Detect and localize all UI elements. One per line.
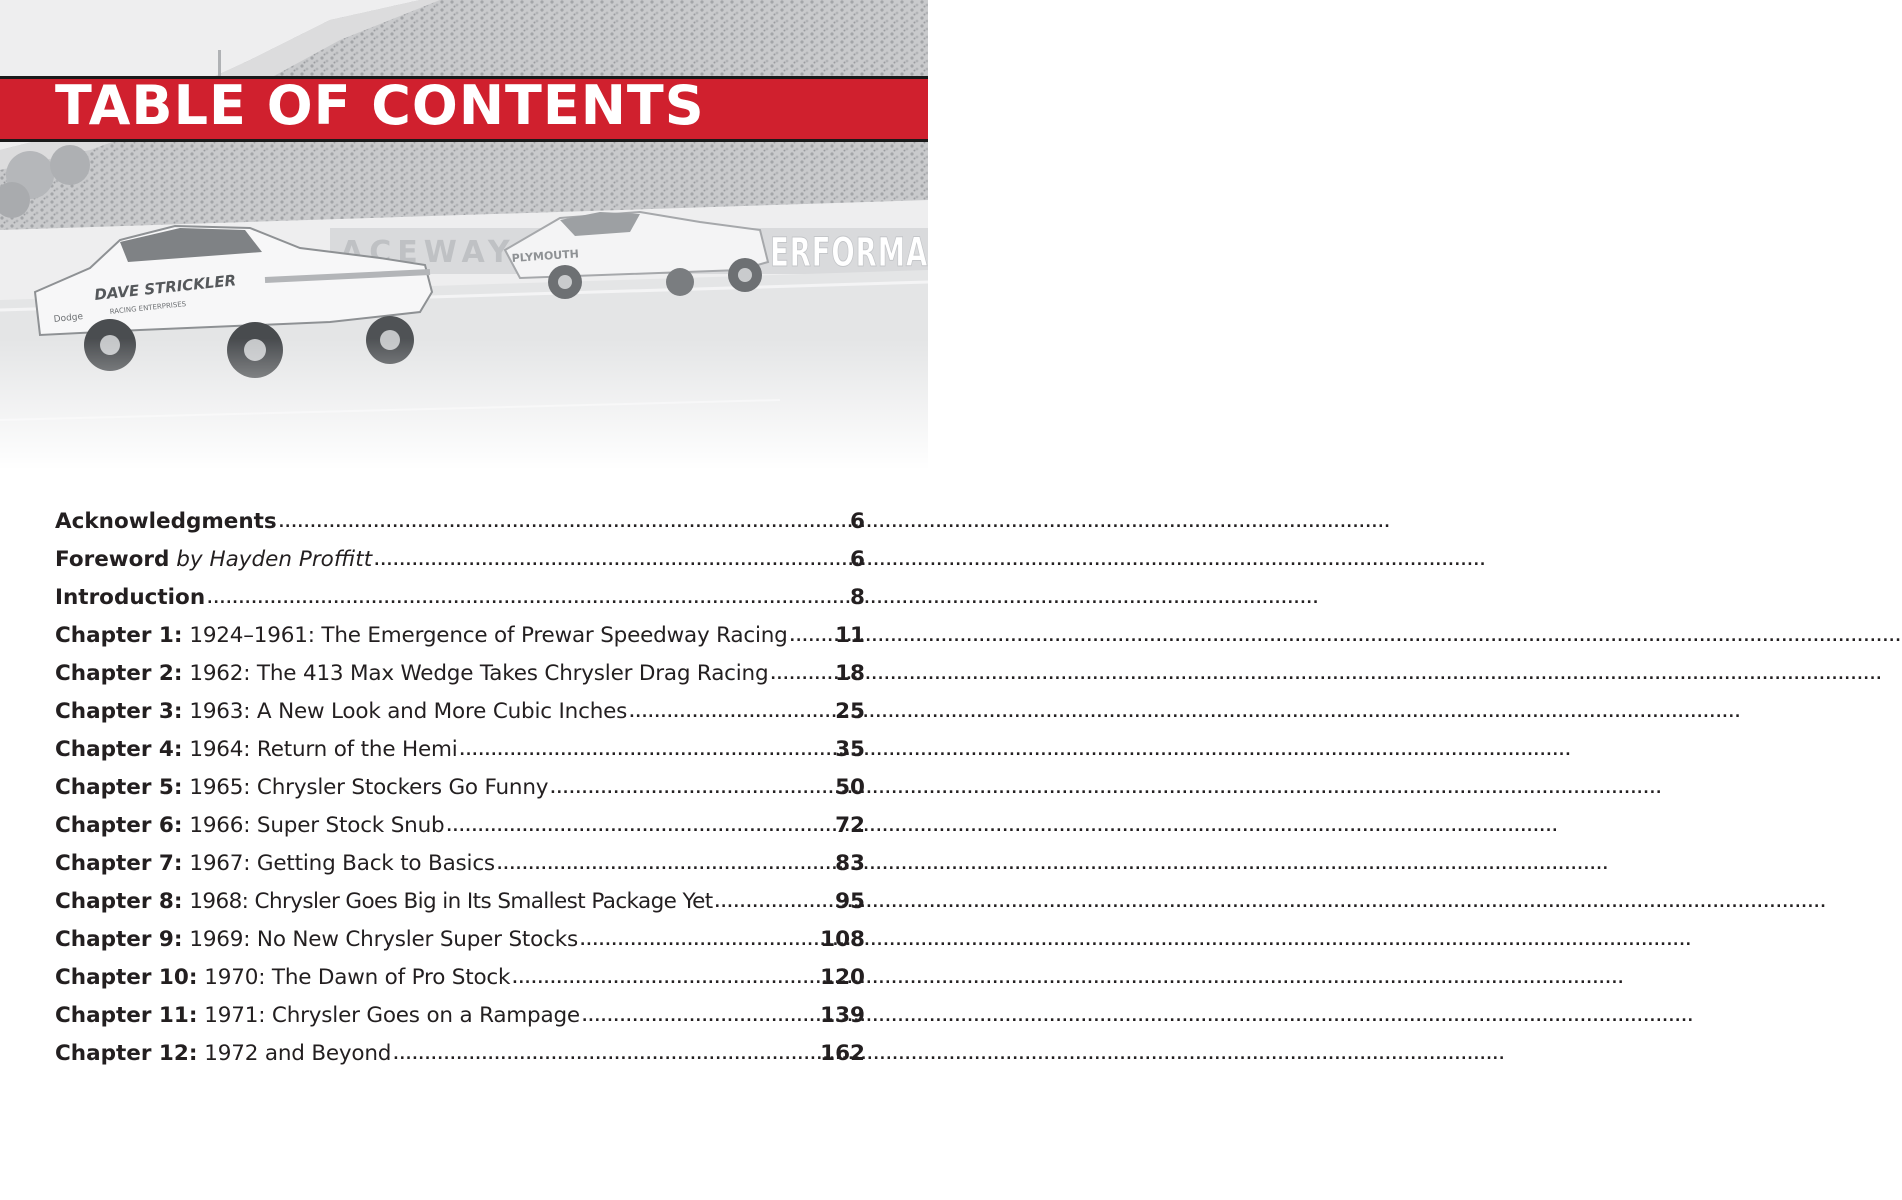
page-number: 120 <box>820 965 865 990</box>
page-number: 108 <box>820 927 865 952</box>
page-number: 72 <box>835 813 865 838</box>
page-number: 11 <box>835 623 865 648</box>
page-number: 35 <box>835 737 865 762</box>
dot-leader <box>391 1036 820 1074</box>
entry-title: 1972 and Beyond <box>204 1041 392 1066</box>
page-title: TABLE OF CONTENTS <box>55 74 705 137</box>
entry-title: 1965: Chrysler Stockers Go Funny <box>189 775 549 800</box>
page-number: 83 <box>835 851 865 876</box>
toc-entry-chapter-3[interactable] <box>55 693 865 731</box>
dot-leader <box>277 504 850 542</box>
dot-leader <box>768 656 835 694</box>
entry-label: Chapter 4: <box>55 737 183 762</box>
page-number: 162 <box>820 1041 865 1066</box>
entry-label: Foreword <box>55 547 170 572</box>
entry-title: 1968: Chrysler Goes Big in Its Smallest Package Yet <box>189 889 713 914</box>
toc-entry-acknowledgments[interactable] <box>55 503 865 541</box>
entry-title: 1924–1961: The Emergence of Prewar Speedway Racing <box>189 623 788 648</box>
entry-label: Introduction <box>55 585 206 610</box>
entry-label: Chapter 7: <box>55 851 183 876</box>
toc-entry-chapter-10[interactable] <box>55 959 865 997</box>
dot-leader <box>495 846 835 884</box>
dot-leader <box>578 922 820 960</box>
page-number: 50 <box>835 775 865 800</box>
dot-leader <box>444 808 835 846</box>
dot-leader <box>580 998 820 1036</box>
entry-label: Chapter 10: <box>55 965 198 990</box>
entry-label: Chapter 6: <box>55 813 183 838</box>
page-number: 6 <box>850 509 865 534</box>
page-number: 95 <box>835 889 865 914</box>
table-of-contents <box>55 503 865 1073</box>
page-number: 8 <box>850 585 865 610</box>
entry-title: 1964: Return of the Hemi <box>189 737 458 762</box>
dot-leader <box>548 770 835 808</box>
entry-label: Chapter 9: <box>55 927 183 952</box>
entry-label: Chapter 5: <box>55 775 183 800</box>
page-number: 139 <box>820 1003 865 1028</box>
toc-entry-introduction[interactable] <box>55 579 865 617</box>
page-number: 6 <box>850 547 865 572</box>
dot-leader <box>372 542 850 580</box>
entry-title: 1963: A New Look and More Cubic Inches <box>189 699 628 724</box>
dot-leader <box>627 694 835 732</box>
toc-entry-chapter-11[interactable] <box>55 997 865 1035</box>
entry-label: Chapter 1: <box>55 623 183 648</box>
page-number: 18 <box>835 661 865 686</box>
entry-label: Acknowledgments <box>55 509 277 534</box>
entry-author: by Hayden Proffitt <box>176 547 373 572</box>
page-number: 25 <box>835 699 865 724</box>
toc-entry-chapter-6[interactable] <box>55 807 865 845</box>
entry-title: 1967: Getting Back to Basics <box>189 851 495 876</box>
toc-entry-chapter-8[interactable] <box>55 883 865 921</box>
dot-leader <box>510 960 820 998</box>
entry-title: 1970: The Dawn of Pro Stock <box>204 965 511 990</box>
toc-entry-chapter-5[interactable] <box>55 769 865 807</box>
toc-entry-chapter-7[interactable] <box>55 845 865 883</box>
toc-entry-chapter-9[interactable] <box>55 921 865 959</box>
dot-leader <box>713 884 835 922</box>
toc-entry-foreword[interactable] <box>55 541 865 579</box>
toc-entry-chapter-12[interactable] <box>55 1035 865 1073</box>
dot-leader <box>788 618 835 656</box>
toc-entry-chapter-4[interactable] <box>55 731 865 769</box>
entry-label: Chapter 2: <box>55 661 183 686</box>
toc-entry-chapter-2[interactable] <box>55 655 865 693</box>
entry-title: 1966: Super Stock Snub <box>189 813 445 838</box>
entry-label: Chapter 12: <box>55 1041 198 1066</box>
entry-title: 1962: The 413 Max Wedge Takes Chrysler Drag Racing <box>189 661 769 686</box>
dot-leader <box>458 732 836 770</box>
entry-label: Chapter 11: <box>55 1003 198 1028</box>
dot-leader <box>205 580 850 618</box>
entry-title: 1971: Chrysler Goes on a Rampage <box>204 1003 580 1028</box>
entry-label: Chapter 8: <box>55 889 183 914</box>
entry-label: Chapter 3: <box>55 699 183 724</box>
toc-entry-chapter-1[interactable] <box>55 617 865 655</box>
entry-title: 1969: No New Chrysler Super Stocks <box>189 927 578 952</box>
